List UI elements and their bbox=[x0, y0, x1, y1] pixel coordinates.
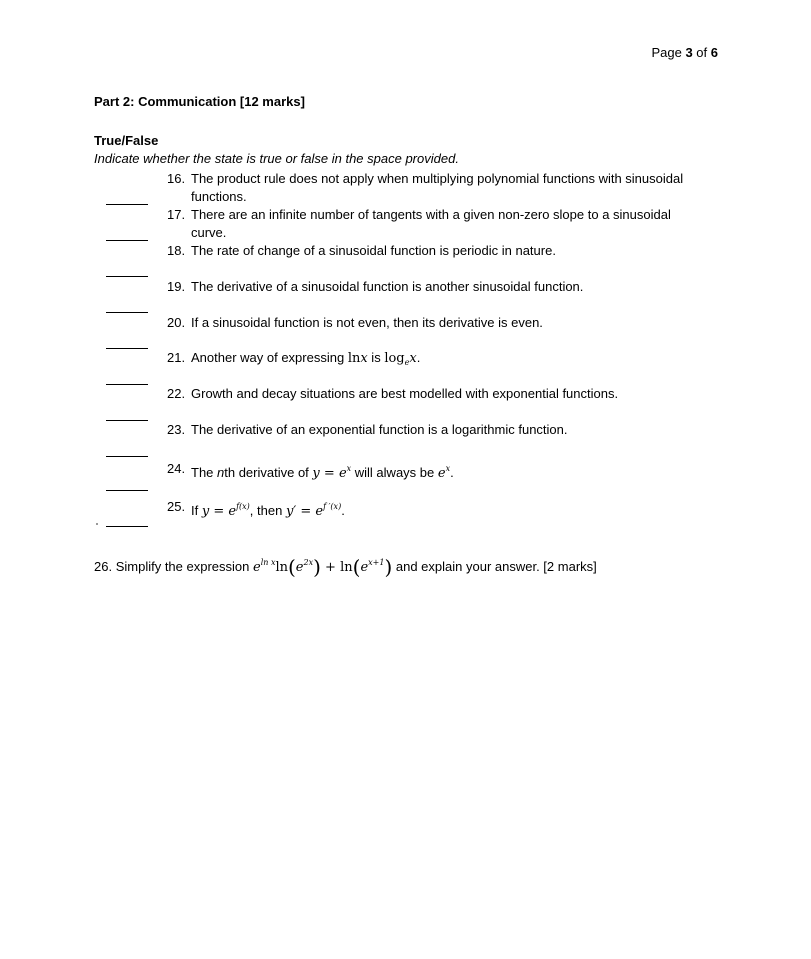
instructions: Indicate whether the state is true or false in the space provided. bbox=[94, 151, 459, 166]
section-title: Part 2: Communication [12 marks] bbox=[94, 94, 305, 109]
question-18: 18. bbox=[167, 243, 186, 258]
question-22: 22. bbox=[167, 386, 186, 401]
page-number: Page 3 of 6 bbox=[651, 45, 718, 60]
answer-blank-17[interactable] bbox=[106, 240, 148, 241]
answer-blank-22[interactable] bbox=[106, 420, 148, 421]
question-23-text: The derivative of an exponential function is a logarithmic function. bbox=[191, 422, 568, 437]
stray-mark bbox=[96, 523, 98, 525]
answer-blank-24[interactable] bbox=[106, 490, 148, 491]
question-16-line1: The product rule does not apply when multiplying polynomial functions with sinusoidal bbox=[191, 171, 684, 186]
question-19: 19. bbox=[167, 279, 186, 294]
answer-blank-20[interactable] bbox=[106, 348, 148, 349]
question-16-line2: functions. bbox=[191, 189, 247, 204]
question-19-text: The derivative of a sinusoidal function is another sinusoidal function. bbox=[191, 279, 584, 294]
question-24-text: The nth derivative of $y = e^x$ will always be $e^x$. bbox=[191, 464, 454, 481]
question-24: 24. bbox=[167, 461, 186, 476]
question-16: 16. bbox=[167, 171, 186, 186]
question-22-text: Growth and decay situations are best modelled with exponential functions. bbox=[191, 386, 619, 401]
question-17-line1: There are an infinite number of tangents with a given non-zero slope to a sinusoidal bbox=[191, 207, 671, 222]
question-17: 17. bbox=[167, 207, 186, 222]
answer-blank-16[interactable] bbox=[106, 204, 148, 205]
answer-blank-21[interactable] bbox=[106, 384, 148, 385]
question-20: 20. bbox=[167, 315, 186, 330]
question-25: 25. bbox=[167, 499, 186, 514]
question-17-line2: curve. bbox=[191, 225, 227, 240]
answer-blank-25[interactable] bbox=[106, 526, 148, 527]
question-18-text: The rate of change of a sinusoidal function is periodic in nature. bbox=[191, 243, 556, 258]
section-subtitle: True/False bbox=[94, 133, 159, 148]
question-26: 26. Simplify the expression $e^{ln x}\ln(e^{2x}) + \ln(e^{x+1})$ and explain your answer. [2 marks] bbox=[94, 555, 597, 579]
question-23: 23. bbox=[167, 422, 186, 437]
answer-blank-18[interactable] bbox=[106, 276, 148, 277]
question-21-text: Another way of expressing lnx is $\log_ex$. bbox=[191, 350, 421, 367]
answer-blank-23[interactable] bbox=[106, 456, 148, 457]
question-21: 21. bbox=[167, 350, 186, 365]
answer-blank-19[interactable] bbox=[106, 312, 148, 313]
question-20-text: If a sinusoidal function is not even, then its derivative is even. bbox=[191, 315, 543, 330]
question-25-text: If $y = e^{f(x)}$, then $y' = e^{f '(x)}$. bbox=[191, 502, 345, 519]
